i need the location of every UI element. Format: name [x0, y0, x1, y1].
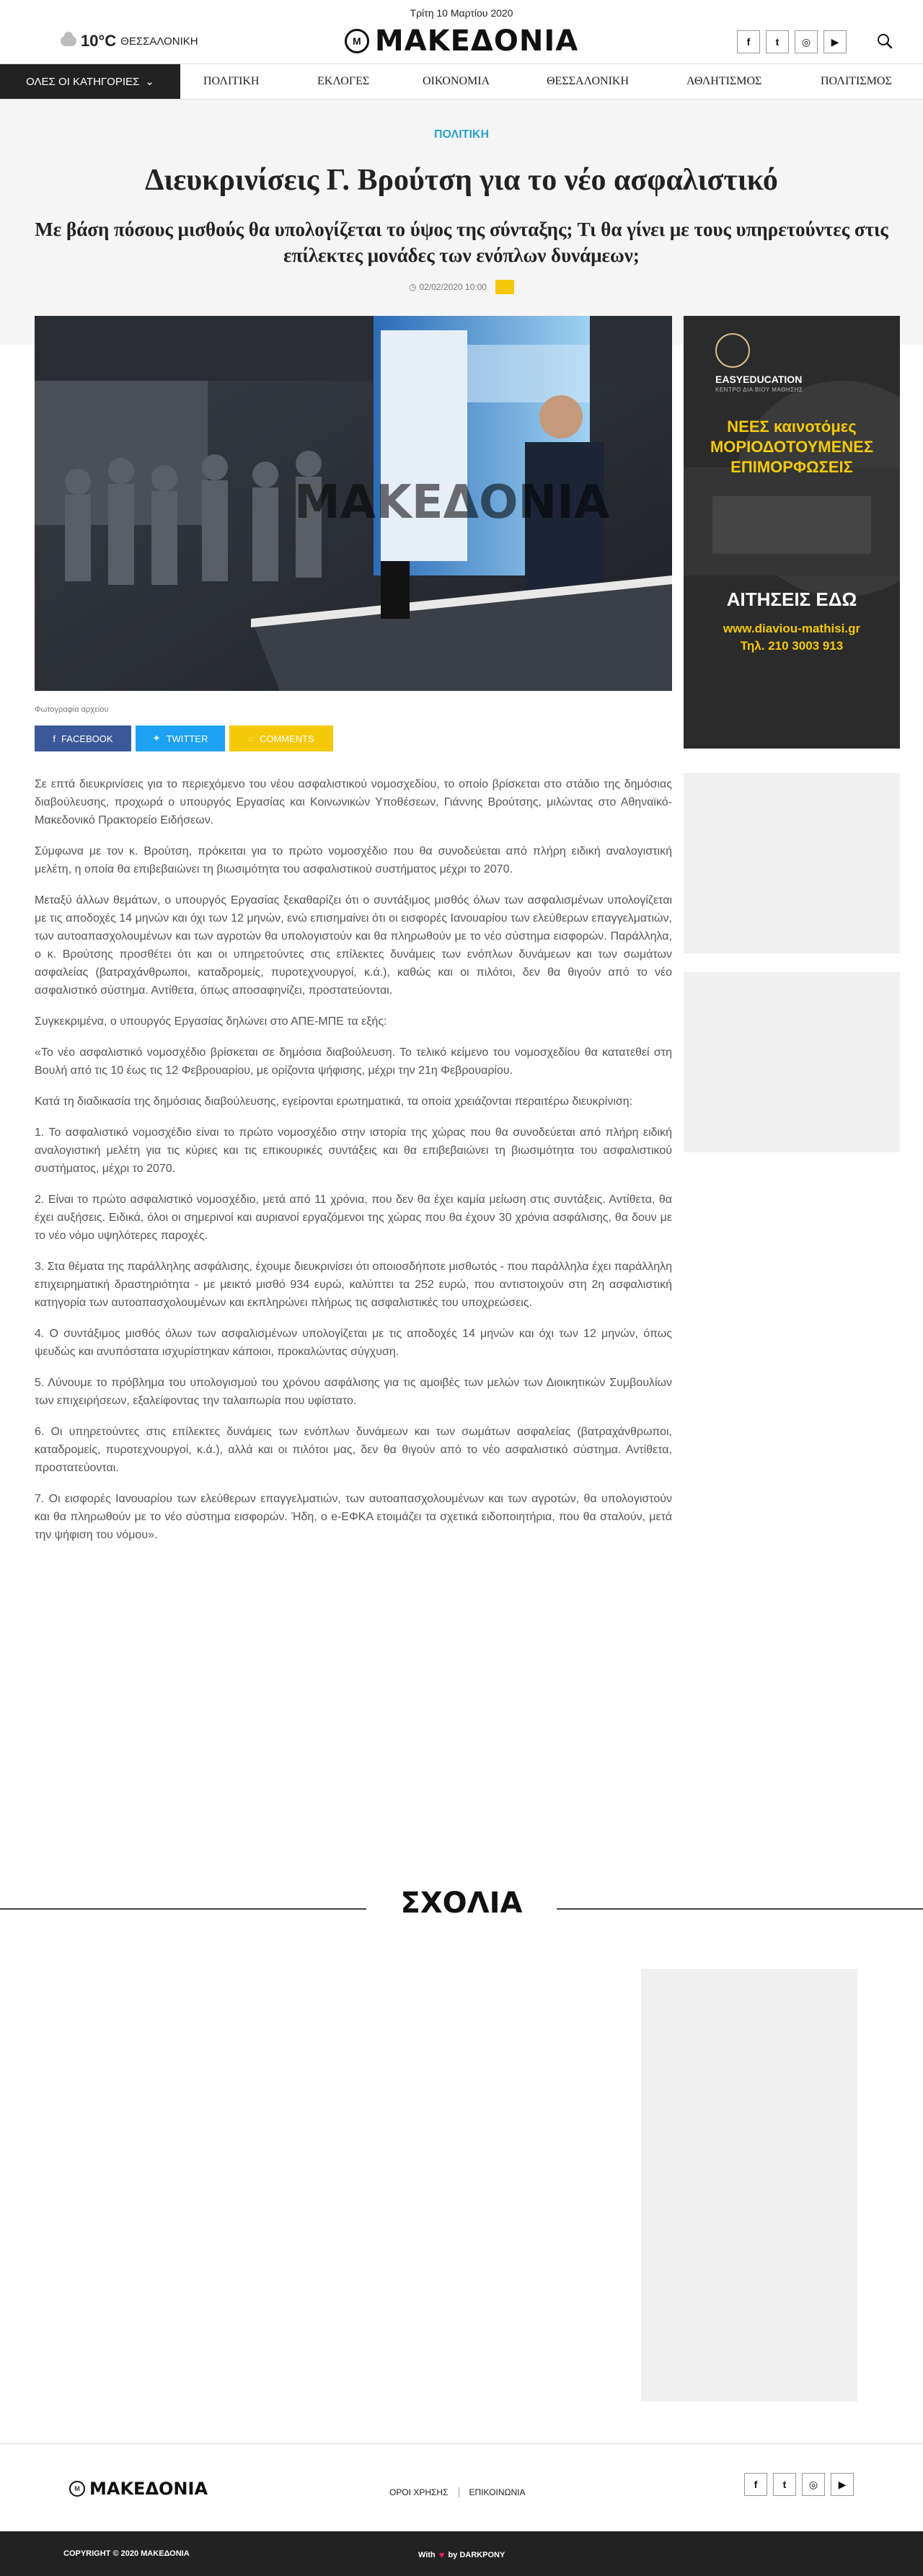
ad-brand-tag: ΚΕΝΤΡΟ ΔΙΑ ΒΙΟΥ ΜΑΘΗΣΗΣ: [715, 387, 803, 393]
article-photo-illustration: [35, 316, 672, 691]
heart-icon: ♥: [438, 2549, 445, 2560]
ad-headline-line: ΜΟΡΙΟΔΟΤΟΥΜΕΝΕΣ: [710, 438, 874, 456]
footer-links: [389, 2487, 525, 2497]
sidebar-ad-placeholder: [684, 773, 900, 953]
footer-logo-text: ΜΑΚΕΔΟΝΙΑ: [89, 2479, 208, 2499]
article-paragraph: 5. Λύνουμε το πρόβλημα του υπολογισμού του χρόνου ασφάλισης για τις αμοιβές των μελών των Διοικητικών Συμβουλίων των επιχειρήσεων, εξαλείφοντας την ταλαιπωρία που υφίστατο.: [35, 1377, 672, 1407]
instagram-icon[interactable]: ◎: [795, 30, 818, 53]
article-paragraph: Συγκεκριμένα, ο υπουργός Εργασίας δηλώνει στο ΑΠΕ-ΜΠΕ τα εξής:: [35, 1015, 387, 1028]
article-hero: [0, 100, 923, 345]
facebook-icon[interactable]: f: [737, 30, 760, 53]
comment-icon: ◌: [248, 733, 254, 744]
photo-watermark: ΜΑΚΕΔΟΝΙΑ: [294, 476, 610, 529]
nav-item-thessaloniki[interactable]: ΘΕΣΣΑΛΟΝΙΚΗ: [547, 75, 629, 87]
comment-count-icon[interactable]: [495, 280, 514, 294]
nav-item-economy[interactable]: ΟΙΚΟΝΟΜΙΑ: [423, 75, 490, 87]
weather-temperature: 10°C: [81, 32, 117, 50]
all-categories-label: ΟΛΕΣ ΟΙ ΚΑΤΗΓΟΡΙΕΣ: [26, 75, 140, 88]
share-twitter-button[interactable]: [136, 725, 225, 751]
article-paragraph: 7. Οι εισφορές Ιανουαρίου των ελεύθερων επαγγελματιών, των αυτοαπασχολουμένων και των αγροτών, θα υπολογιστούν και θα πληρωθούν με το νέο σύστημα εισφορών. Ήδη, ο e-ΕΦΚΑ ετοιμάζει τα σχετικά ειδοποιητήρια, που θα σταλούν, μετά την ψήφιση του νόμου».: [35, 1493, 672, 1541]
share-facebook-button[interactable]: [35, 725, 131, 751]
comments-title: ΣΧΟΛΙΑ: [400, 1887, 523, 1920]
current-date: Τρίτη 10 Μαρτίου 2020: [410, 7, 513, 19]
copyright-text: COPYRIGHT © 2020 ΜΑΚΕΔΟΝΙΑ: [63, 2549, 190, 2558]
ad-logo-icon: [715, 333, 750, 368]
article-paragraph: 4. Ο συντάξιμος μισθός όλων των ασφαλισμένων υπολογίζεται με τις αποδοχές 14 μηνών και όχι των 12 μηνών, όπως ψευδώς και ανυπόστατα ισχυρίστηκαν κάποιοι, προκαλώντας σύγχυση.: [35, 1328, 672, 1358]
comments-ad-placeholder: [641, 1969, 857, 2401]
article-title: Διευκρινίσεις Γ. Βρούτση για το νέο ασφαλιστικό: [145, 164, 778, 197]
facebook-icon: f: [53, 733, 56, 744]
ad-headline: [684, 417, 900, 477]
copyright-bar: [0, 2531, 923, 2576]
main-nav: [0, 63, 923, 100]
search-icon[interactable]: [877, 33, 893, 49]
site-footer: [0, 2443, 923, 2531]
comments-button[interactable]: [229, 725, 333, 751]
credits: [418, 2549, 505, 2560]
article-paragraph: 3. Στα θέματα της παράλληλης ασφάλισης, έχουμε διευκρινίσει ότι οποιοσδήποτε μισθωτός - που παράλληλα έχει παράλληλη επιχειρηματική δραστηριότητα - με μεικτό μισθό 934 ευρώ, καλύπτει τα 252 ευρώ, που αντιστοιχούν στη 2η ασφαλιστική κατηγορία των αυτοαπασχολουμένων και εκπληρώνει πλήρως τις ασφαλιστικές του υποχρεώσεις.: [35, 1261, 672, 1309]
article-paragraph: Σε επτά διευκρινίσεις για το περιεχόμενο του νέου ασφαλιστικού νομοσχεδίου, το οποίο βρίσκεται στο στάδιο της δημόσιας διαβούλευσης, προχωρά ο υπουργός Εργασίας και Κοινωνικών Υποθέσεων, Γιάννης Βρούτσης, μιλώντας στο Αθηναϊκό-Μακεδονικό Πρακτορείο Ειδήσεων.: [35, 778, 672, 826]
nav-item-culture[interactable]: ΠΟΛΙΤΙΣΜΟΣ: [821, 75, 892, 87]
all-categories-dropdown[interactable]: [0, 64, 180, 99]
sidebar-ad-placeholder: [684, 972, 900, 1152]
cloud-icon: [61, 36, 76, 46]
photo-caption: Φωτογραφία αρχείου: [35, 705, 109, 714]
sidebar-ad-easyeducation[interactable]: [684, 316, 900, 749]
ad-brand-name: EASYEDUCATION: [715, 374, 803, 385]
share-facebook-label: FACEBOOK: [61, 733, 113, 744]
facebook-icon[interactable]: f: [744, 2473, 767, 2496]
article-paragraph: 2. Είναι το πρώτο ασφαλιστικό νομοσχέδιο, μετά από 11 χρόνια, που δεν θα έχει καμία μείωση στις συντάξεις. Αντίθετα, θα έχει αυξήσεις. Ειδικά, όλοι οι σημερινοί και αυριανοί εργαζόμενοι της χώρας που θα έχουν 30 χρόνια ασφάλισης, θα δουν με το νέο νόμο υψηλότερες παροχές.: [35, 1194, 672, 1242]
youtube-icon[interactable]: ▶: [831, 2473, 854, 2496]
logo-seal-icon: Μ: [345, 29, 369, 53]
clock-icon: ◷: [409, 282, 417, 292]
footer-link-terms[interactable]: ΟΡΟΙ ΧΡΗΣΗΣ: [389, 2487, 449, 2497]
share-twitter-label: TWITTER: [166, 733, 208, 744]
chevron-down-icon: ⌄: [145, 76, 154, 88]
site-header: [0, 0, 923, 63]
weather-city: ΘΕΣΣΑΛΟΝΙΚΗ: [120, 35, 198, 48]
comments-section-header: [0, 1881, 923, 1924]
ad-brand: [715, 374, 803, 393]
comments-button-label: COMMENTS: [259, 733, 314, 744]
ad-headline-line: ΝΕΕΣ καινοτόμες: [727, 418, 857, 436]
article-paragraph: Κατά τη διαδικασία της δημόσιας διαβούλευσης, εγείρονται ερωτηματικά, τα οποία χρειάζονται περαιτέρω διευκρίνιση:: [35, 1095, 633, 1108]
twitter-icon[interactable]: t: [773, 2473, 796, 2496]
site-logo[interactable]: [317, 25, 606, 58]
ad-phone: Τηλ. 210 3003 913: [740, 639, 844, 653]
social-links: [737, 30, 847, 53]
nav-item-sports[interactable]: ΑΘΛΗΤΙΣΜΟΣ: [686, 75, 762, 87]
article-body: [35, 775, 672, 1557]
youtube-icon[interactable]: ▶: [823, 30, 847, 53]
ad-url[interactable]: www.diaviou-mathisi.gr: [723, 622, 861, 635]
logo-text: ΜΑΚΕΔΟΝΙΑ: [374, 25, 579, 58]
article-datetime: 02/02/2020 10:00: [419, 282, 487, 292]
credits-with: With: [418, 2550, 436, 2559]
footer-social-links: [744, 2473, 854, 2496]
article-category[interactable]: ΠΟΛΙΤΙΚΗ: [433, 128, 489, 141]
weather-widget: [61, 32, 198, 50]
article-subtitle: Με βάση πόσους μισθούς θα υπολογίζεται το ύψος της σύνταξης; Τι θα γίνει με τους υπηρετούντες στις επίλεκτες μονάδες των ενόπλων δυνάμεων;: [35, 219, 888, 266]
footer-logo[interactable]: [69, 2479, 208, 2499]
article-paragraph: Μεταξύ άλλων θεμάτων, ο υπουργός Εργασίας ξεκαθαρίζει ότι ο συντάξιμος μισθός όλων των ασφαλισμένων υπολογίζεται με τις αποδοχές 14 μηνών και όχι των 12 μηνών, ενώ επισημαίνει ότι οι εισφορές Ιανουαρίου των ελεύθερων επαγγελματιών, των αυτοαπασχολουμένων και των αγροτών θα υπολογιστούν και θα πληρωθούν με το νέο σύστημα εισφορών. Παράλληλα, ο κ. Βρούτσης προσθέτει ότι και οι υπηρετούντες στις επίλεκτες δυνάμεις των ενόπλων δυνάμεων και των σωμάτων ασφαλείας (βατραχάνθρωποι, καταδρομείς, πυροτεχνουργοί, κ.ά.), καθώς και οι πιλότοι, δεν θα θιγούν από το νέο ασφαλιστικό σύστημα. Αντίθετα, όπως αποσαφηνίζει, προστατεύονται.: [35, 894, 672, 997]
twitter-icon[interactable]: t: [766, 30, 789, 53]
credits-by[interactable]: by DARKPONY: [448, 2550, 505, 2559]
nav-item-politics[interactable]: ΠΟΛΙΤΙΚΗ: [203, 75, 260, 87]
article-paragraph: 6. Οι υπηρετούντες στις επίλεκτες δυνάμεις των ενόπλων δυνάμεων και των σωμάτων ασφαλείας (βατραχάνθρωποι, καταδρομείς, πυροτεχνουργοί, κ.ά.), αλλά και οι πιλότοι μας, δεν θα θιγούν από το νέο ασφαλιστικό σύστημα. Αντίθετα, προστατεύονται.: [35, 1426, 672, 1474]
logo-seal-icon: Μ: [69, 2481, 85, 2497]
ad-headline-line: ΕΠΙΜΟΡΦΩΣΕΙΣ: [730, 458, 853, 476]
article-paragraph: 1. Το ασφαλιστικό νομοσχέδιο είναι το πρώτο νομοσχέδιο στην ιστορία της χώρας που θα συνοδεύεται από πλήρη ειδική αναλογιστική μελέτη για τις κύριες και τις επικουρικές συντάξεις και θα επιβεβαιώνει τη βιωσιμότητα του ασφαλιστικού συστήματος, μέχρι το 2070.: [35, 1126, 672, 1175]
ad-cta[interactable]: ΑΙΤΗΣΕΙΣ ΕΔΩ: [726, 588, 857, 610]
article-meta: [0, 280, 923, 294]
instagram-icon[interactable]: ◎: [802, 2473, 825, 2496]
nav-item-elections[interactable]: ΕΚΛΟΓΕΣ: [317, 75, 370, 87]
footer-link-contact[interactable]: ΕΠΙΚΟΙΝΩΝΙΑ: [469, 2487, 526, 2497]
article-paragraph: «Το νέο ασφαλιστικό νομοσχέδιο βρίσκεται σε δημόσια διαβούλευση. Το τελικό κείμενο του νομοσχεδίου θα κατατεθεί στη Βουλή από τις 10 έως τις 12 Φεβρουαρίου, με ορίζοντα ψήφισης, μέχρι την 21η Φεβρουαρίου.: [35, 1046, 672, 1077]
twitter-bird-icon: ✦: [152, 733, 161, 744]
article-photo: [35, 316, 672, 691]
article-paragraph: Σύμφωνα με τον κ. Βρούτση, πρόκειται για το πρώτο νομοσχέδιο που θα συνοδεύεται από πλήρη ειδική αναλογιστική μελέτη, η οποία θα επιβεβαιώνει τη βιωσιμότητα του ασφαλιστικού συστήματος μέχρι το 2070.: [35, 845, 672, 875]
